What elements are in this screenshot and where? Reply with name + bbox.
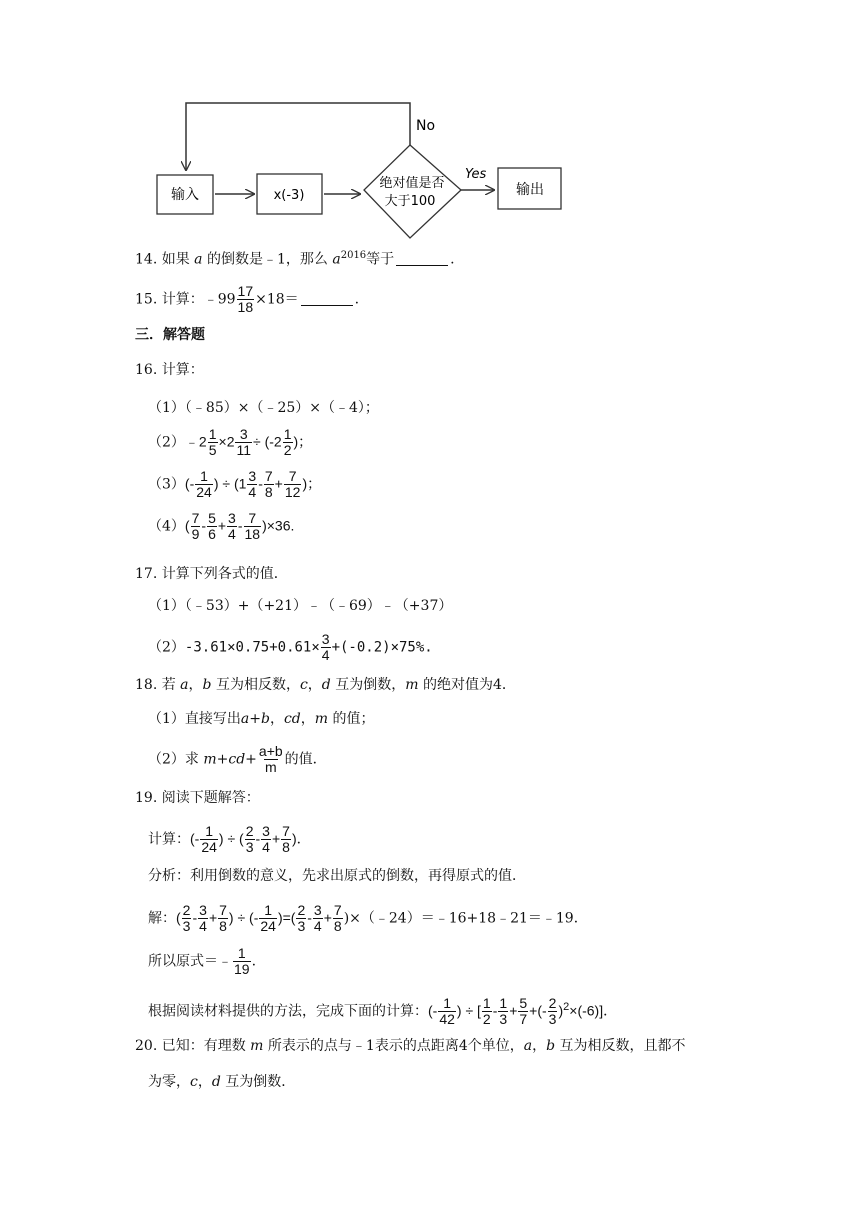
question-20: 20. 已知：有理数 m 所表示的点与﹣1表示的点距离4个单位，a，b 互为相反数，且都不	[135, 1038, 686, 1054]
question-17	[135, 564, 288, 584]
q16-text: 计算：	[161, 362, 204, 378]
multiply-label: x(-3)	[273, 188, 305, 203]
q14-exponent: 2016	[340, 250, 367, 261]
q18-number: 18.	[135, 677, 158, 693]
question-15	[135, 284, 359, 315]
q19-number: 19.	[135, 790, 158, 806]
q16-part-1: （1）（﹣85）×（﹣25）×（﹣4）；	[148, 400, 379, 416]
q17-text: 计算下列各式的值．	[161, 566, 288, 582]
q16-part-4: （4）( $\frac{7}{9}$ - $\frac{5}{6}$ + $\frac{3}{4}$ - $\frac{7}{18}$ )×36.	[148, 510, 295, 542]
q17-part-2: （2）-3.61×0.75+0.61× $\frac{3}{4}$ +(-0.2)×75%.	[148, 631, 433, 663]
q15-end: .	[354, 291, 360, 308]
q14-number: 14.	[135, 251, 158, 268]
q18-part-1: （1）直接写出a+b，cd，m 的值；	[148, 711, 375, 727]
q19-analysis: 分析：利用倒数的意义，先求出原式的倒数，再得原式的值．	[148, 868, 526, 884]
question-18: 18. 若 a，b 互为相反数，c，d 互为倒数，m 的绝对值为4．	[135, 677, 516, 693]
section-3-title: 三．解答题	[135, 327, 205, 343]
question-14	[135, 246, 455, 270]
q16-part-2: （2）﹣2 $\frac{1}{5}$ ×2 $\frac{3}{11}$ ÷ (-2 $\frac{1}{2}$ )；	[148, 426, 313, 458]
q19-calc: 计算：(- $\frac{1}{24}$ ) ÷ ( $\frac{2}{3}$ - $\frac{3}{4}$ + $\frac{7}{8}$ )．	[148, 823, 311, 855]
q14-text: 如果	[161, 251, 190, 268]
flowchart	[0, 0, 860, 250]
q14-text3: 等于	[366, 251, 395, 268]
no-label: No	[416, 118, 436, 134]
q15-text: 计算：﹣99	[161, 291, 236, 308]
decision-label-line2: 大于100	[384, 194, 436, 209]
q17-part-1: （1）（﹣53）+（+21）﹣（﹣69）﹣（+37）	[148, 598, 453, 614]
decision-label-line1: 绝对值是否	[379, 176, 445, 191]
q16-part-3: （3）(- $\frac{1}{24}$ ) ÷ (1 $\frac{3}{4}$ - $\frac{7}{8}$ + $\frac{7}{12}$ )；	[148, 468, 322, 500]
question-16	[135, 360, 204, 380]
q15-text2: ×18＝	[255, 291, 299, 308]
q14-text2: 的倒数是﹣1，那么	[206, 251, 328, 268]
question-19: 19. 阅读下题解答：	[135, 790, 260, 806]
output-label: 输出	[516, 182, 544, 198]
q17-number: 17.	[135, 566, 158, 582]
q15-fraction: $\frac{17}{18}$	[237, 283, 254, 315]
q19-solution: 解：( $\frac{2}{3}$ - $\frac{3}{4}$ + $\frac{7}{8}$ ) ÷ (- $\frac{1}{24}$ )=( $\frac{2}{3}$ - $\frac{3}{4}$ + $\frac{7}{8}$ )×（﹣24）＝﹣16+18﹣21＝﹣19．	[148, 902, 588, 934]
q14-answer-blank[interactable]	[396, 251, 448, 266]
q14-end: .	[450, 251, 455, 268]
q18-part-2: （2）求 m+cd+ $\frac{a+b}{m}$ 的值．	[148, 743, 327, 775]
loop-line	[186, 103, 410, 170]
q19-result: 所以原式＝﹣ $\frac{1}{19}$ .	[148, 945, 257, 977]
q14-var-a: a	[194, 251, 203, 268]
q15-answer-blank[interactable]	[301, 291, 353, 306]
yes-label: Yes	[465, 167, 487, 182]
q15-number: 15.	[135, 291, 158, 308]
input-label: 输入	[171, 187, 199, 203]
decision-diamond	[364, 145, 461, 238]
q16-number: 16.	[135, 362, 158, 378]
q19-task: 根据阅读材料提供的方法，完成下面的计算：(- $\frac{1}{42}$ ) ÷ [ $\frac{1}{2}$ - $\frac{1}{3}$ + $\frac{5}{7}$ +(- $\frac{2}{3}$ )$^2$×(-6)]．	[148, 995, 618, 1027]
q14-base: a	[332, 251, 341, 268]
q20-line-2: 为零，c，d 互为倒数．	[148, 1074, 296, 1090]
q20-number: 20.	[135, 1038, 158, 1054]
